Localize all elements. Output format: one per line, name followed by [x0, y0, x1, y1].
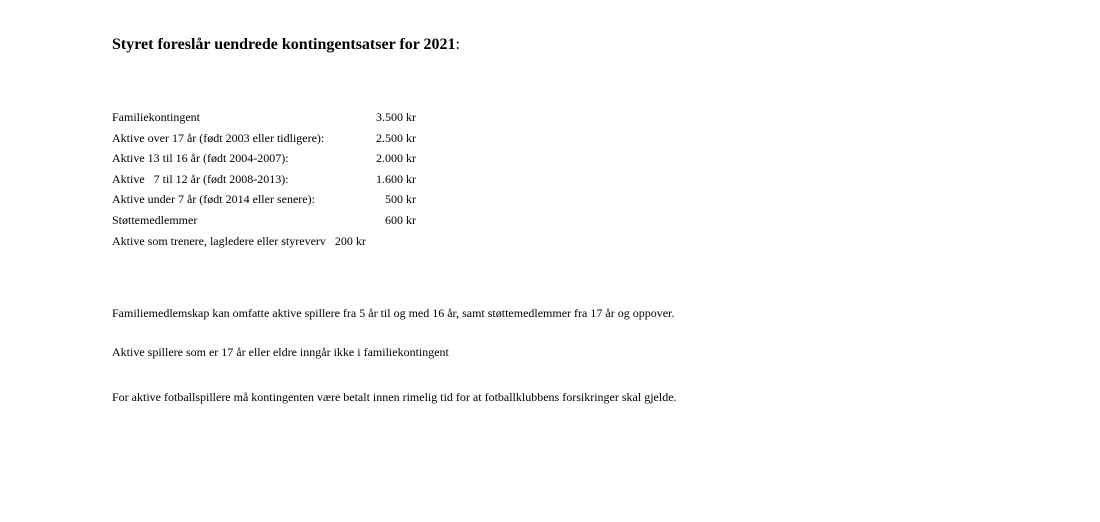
- rate-label: Aktive 7 til 12 år (født 2008-2013):: [112, 171, 289, 186]
- rate-label: Aktive over 17 år (født 2003 eller tidligere):: [112, 130, 325, 145]
- rate-row-7-12: [112, 170, 532, 191]
- rate-amount: 600 kr: [385, 212, 416, 227]
- page-title-colon: :: [455, 36, 460, 53]
- rate-row-family: [112, 108, 532, 129]
- rate-row-13-16: [112, 149, 532, 170]
- rate-label: Støttemedlemmer: [112, 212, 198, 227]
- rate-amount: 3.500 kr: [376, 110, 416, 124]
- page-title: [112, 36, 460, 54]
- rate-label: Aktive som trenere, lagledere eller styreverv: [112, 233, 326, 248]
- note-insurance: For aktive fotballspillere må kontingenten være betalt innen rimelig tid for at fotballklubbens forsikringer skal gjelde.: [112, 390, 677, 404]
- rate-amount: 2.500 kr: [376, 130, 416, 145]
- membership-rates-list: [112, 108, 532, 252]
- note-over-17: Aktive spillere som er 17 år eller eldre inngår ikke i familiekontingent: [112, 345, 449, 359]
- note-family-membership: Familiemedlemskap kan omfatte aktive spillere fra 5 år til og med 16 år, samt støttemedlemmer fra 17 år og oppover.: [112, 306, 675, 320]
- page-title-text: Styret foreslår uendrede kontingentsatser for 2021: [112, 36, 456, 53]
- rate-row-under-7: [112, 190, 532, 211]
- rate-row-over-17: [112, 129, 532, 150]
- rate-amount: 200 kr: [334, 233, 366, 248]
- rate-row-supporters: [112, 211, 532, 232]
- rate-row-volunteers: [112, 232, 532, 253]
- rate-amount: 1.600 kr: [376, 171, 416, 186]
- rate-label: Aktive 13 til 16 år (født 2004-2007):: [112, 151, 289, 166]
- rate-amount: 2.000 kr: [376, 151, 416, 166]
- rate-label: Familiekontingent: [112, 110, 200, 124]
- rate-label: Aktive under 7 år (født 2014 eller senere):: [112, 192, 315, 207]
- rate-amount: 500 kr: [385, 192, 416, 207]
